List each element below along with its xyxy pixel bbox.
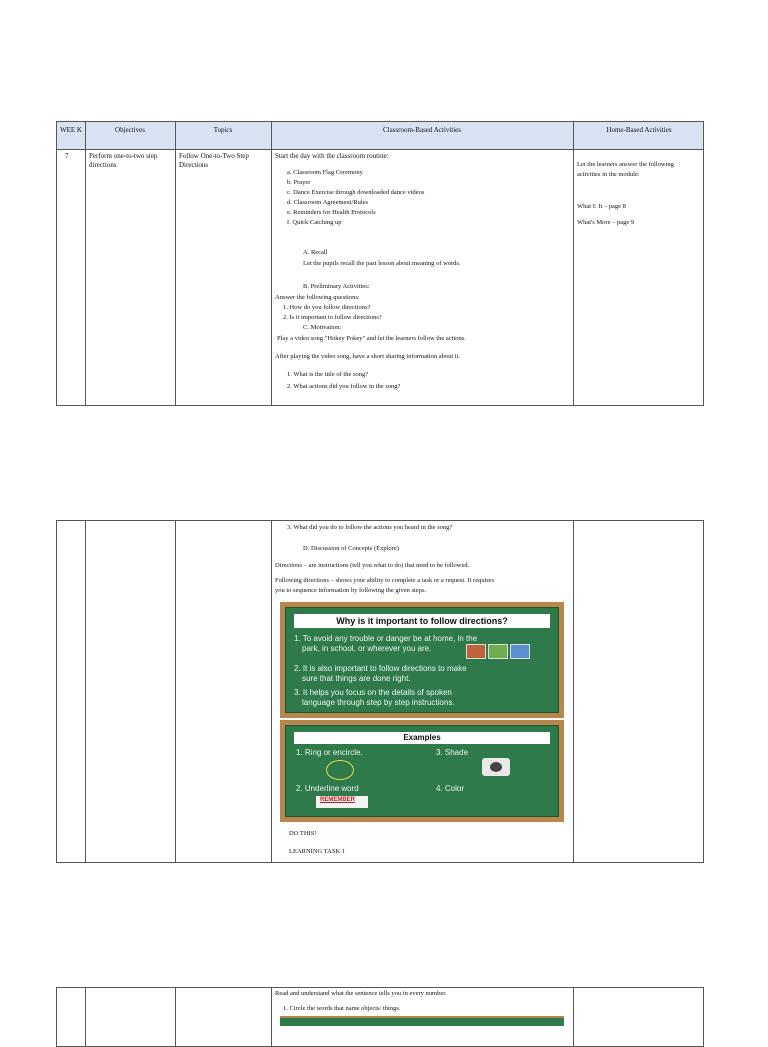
board-title: Why is it important to follow directions? (294, 614, 550, 628)
week-number: 7 (65, 152, 69, 160)
routine-item: f. Quick Catching up (287, 219, 342, 226)
column-divider (573, 521, 574, 862)
prelim-title: B. Preliminary Activities: (303, 283, 370, 290)
question-item: 1. How do you follow directions? (283, 304, 371, 311)
header-classroom-activities: Classroom-Based Activities (383, 126, 461, 134)
routine-item: b. Prayer (287, 179, 311, 186)
routine-intro: Start the day with the classroom routine: (275, 152, 389, 160)
home-activity-text: What's More – page 9 (577, 219, 635, 226)
routine-item: d. Classroom Agreement/Rules (287, 199, 369, 206)
header-week: WEE K (60, 126, 82, 134)
home-activity-text: Let the learners answer the following (577, 161, 674, 168)
column-divider (175, 122, 176, 405)
following-definition: Following directions – shows your ability to complete a task or a request. It requires (275, 577, 494, 584)
motivation-title: C. Motivation: (303, 324, 342, 331)
column-divider (271, 521, 272, 862)
example-item: 4. Color (436, 784, 465, 793)
chalkboard-examples (280, 720, 564, 822)
routine-item: c. Dance Exercise through downloaded dance videos (287, 189, 425, 196)
home-activity-text: activities in the module: (577, 171, 640, 178)
discussion-title: D. Discussion of Concepts (Explore) (303, 545, 399, 552)
learning-task-label: LEARNING TASK 1 (289, 848, 346, 855)
example-item: 3. Shade (436, 748, 469, 757)
board-text: sure that things are done right. (302, 674, 411, 683)
question-item: 2. Is it important to follow directions? (283, 314, 382, 321)
column-divider (85, 122, 86, 405)
song-question: 3. What did you do to follow the actions you heard in the song? (287, 524, 453, 531)
following-definition: you to sequence information by following the given steps. (275, 587, 427, 594)
lesson-table-1 (56, 121, 704, 406)
chalkboard-why-follow (280, 602, 564, 718)
board-text: 1. To avoid any trouble or danger be at home, in the (294, 634, 478, 643)
song-question: 1. What is the title of the song? (287, 371, 369, 378)
routine-item: e. Reminders for Health Protocols (287, 209, 376, 216)
column-divider (573, 122, 574, 405)
remember-label: REMEMBER (320, 797, 356, 803)
answer-prompt: Answer the following questions: (275, 294, 360, 301)
circle-instruction: 1. Circle the words that name objects/ things. (283, 1005, 401, 1012)
directions-definition: Directions – are instructions (tell you what to do) that need to be followed. (275, 562, 470, 569)
header-objectives: Objectives (115, 126, 145, 134)
header-topics: Topics (213, 126, 233, 134)
recall-title: A. Recall (303, 249, 328, 256)
motivation-text: Play a video song "Hokey Pokey" and let the learners follow the actions. (277, 335, 466, 342)
column-divider (271, 988, 272, 1046)
shade-mark (490, 762, 502, 772)
topic-text: Follow One-to-Two Step Directions (179, 152, 249, 169)
circle-icon (326, 760, 354, 780)
task-board-edge (280, 1016, 564, 1026)
home-activity-text: What I: It – page 8 (577, 203, 626, 210)
column-divider (175, 988, 176, 1046)
do-this-label: DO THIS! (289, 830, 317, 837)
school-icon (510, 644, 530, 659)
board-text: park, in school, or wherever you are. (302, 644, 432, 653)
after-song-text: After playing the video song, have a short sharing information about it. (275, 353, 461, 360)
chalkboard-surface (285, 607, 559, 713)
column-divider (175, 521, 176, 862)
chalkboard-surface (285, 725, 559, 817)
board-text: 3. It helps you focus on the details of spoken (294, 688, 452, 697)
recall-text: Let the pupils recall the past lesson about meaning of words. (303, 260, 461, 267)
park-icon (488, 644, 508, 659)
board-text: 2. It is also important to follow directions to make (294, 664, 467, 673)
header-home-activities: Home-Based Activities (606, 126, 672, 134)
column-divider (271, 122, 272, 405)
objective-text: Perform one-to-two step directions (89, 152, 158, 169)
column-divider (573, 988, 574, 1046)
column-divider (85, 521, 86, 862)
song-question: 2. What actions did you follow in the song? (287, 383, 401, 390)
example-item: 1. Ring or encircle. (296, 748, 363, 757)
board-title: Examples (294, 732, 550, 744)
column-divider (85, 988, 86, 1046)
routine-item: a. Classroom Flag Ceremony (287, 169, 363, 176)
remember-card (316, 796, 368, 808)
read-instruction: Read and understand what the sentence tells you in every number. (275, 990, 447, 997)
shade-icon (482, 758, 510, 776)
example-item: 2. Underline word (296, 784, 359, 793)
house-icon (466, 644, 486, 659)
board-text: language through step by step instructions. (302, 698, 455, 707)
